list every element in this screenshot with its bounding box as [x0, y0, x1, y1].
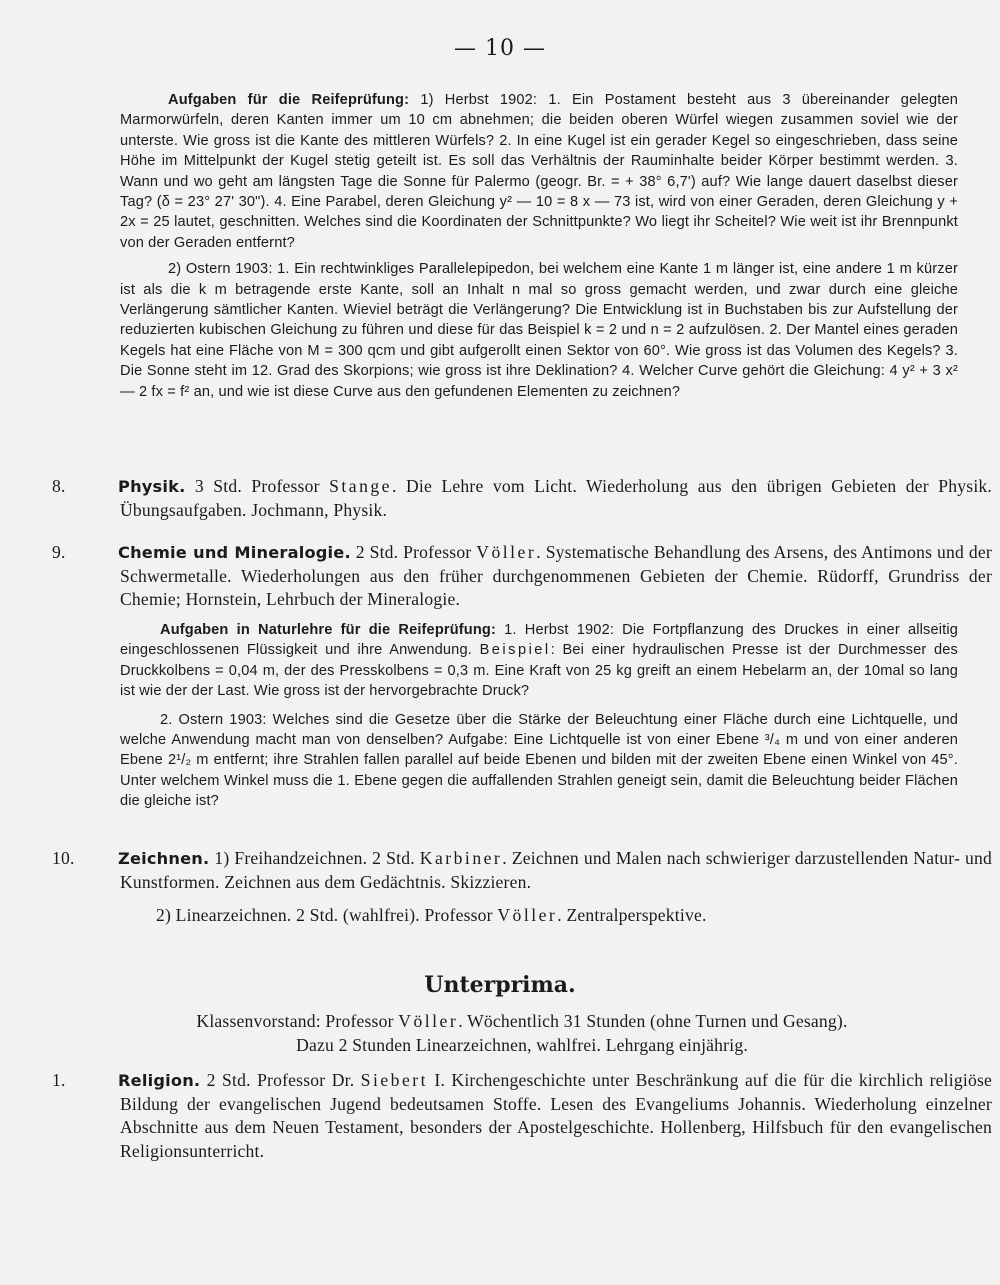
subject-religion: 1. Religion. 2 Std. Professor Dr. Siebert I. Kirchengeschichte unter Beschränkung auf die für die kirchlich religiöse Bildung der evangelischen Jugend bedeutsamen Stoffe. Lesen des Evangeliums Johannis. Wiederholung einzelner Abschnitte aus dem Neuen Testament, besonders der Apostelgeschichte. Hollenberg, Hilfsbuch für den evangelischen Religionsunterricht. [52, 1070, 992, 1161]
item-number: 9. [52, 542, 66, 562]
math-exam-tasks [120, 90, 958, 402]
teacher-name: Völler [476, 542, 537, 562]
subject-name: Religion. [118, 1071, 201, 1090]
zeichnen-linear: 2) Linearzeichnen. 2 Std. (wahlfrei). Professor Völler. Zentralperspektive. [156, 905, 707, 925]
subject-name: Physik. [118, 477, 186, 496]
class-info-line-2: Dazu 2 Stunden Linearzeichnen, wahlfrei. Lehrgang einjährig. [296, 1035, 748, 1055]
science-exam-heading: Aufgaben in Naturlehre für die Reifeprüfung: [160, 622, 496, 638]
page-number: — 10 — [454, 36, 546, 61]
science-exam-tasks [120, 620, 958, 812]
science-exam-paragraph-1: Aufgaben in Naturlehre für die Reifeprüfung: 1. Herbst 1902: Die Fortpflanzung des Druckes in einer allseitig eingeschlossenen Flüssigkeit und ihre Anwendung. Beispiel: Bei einer hydraulischen Presse ist der Durchmesser des Druckkolbens = 0,04 m, der des Presskolbens = 0,3 m. Eine Kraft von 25 kg greift an einem Hebelarm an, der 10mal so lang ist wie der der Last. Wie gross ist der hervorgebrachte Druck? [120, 622, 958, 700]
teacher-name: Völler [398, 1011, 459, 1031]
item-number: 8. [52, 476, 66, 496]
teacher-name: Karbiner [419, 848, 503, 868]
teacher-name: Völler [497, 905, 558, 925]
subject-physik: 8. Physik. 3 Std. Professor Stange. Die Lehre vom Licht. Wiederholung aus den übrigen Gebieten der Physik. Übungsaufgaben. Jochmann, Physik. [52, 476, 992, 520]
subject-zeichnen: 10. Zeichnen. 1) Freihandzeichnen. 2 Std. Karbiner. Zeichnen und Malen nach schwieriger darzustellenden Natur- und Kunstformen. Zeichnen aus dem Gedächtnis. Skizzieren. [52, 848, 992, 892]
subject-name: Zeichnen. [118, 849, 210, 868]
math-exam-heading: Aufgaben für die Reifeprüfung: [168, 92, 410, 108]
section-title: Unterprima. [424, 972, 576, 998]
math-exam-paragraph-2: 2) Ostern 1903: 1. Ein rechtwinkliges Parallelepipedon, bei welchem eine Kante 1 m länger ist, eine andere 1 m kürzer ist als die k m betragende erste Kante, soll an Inhalt n mal so gross gemacht werden, und zwar durch eine gleiche Verlängerung sämtlicher Kanten. Wieviel beträgt die Verlängerung? Die Entwicklung ist in Buchstaben bis zur Aufstellung der reduzierten kubischen Gleichung zu führen und diese für das Beispiel k = 2 und n = 2 aufzulösen. 2. Der Mantel eines geraden Kegels hat eine Fläche von M = 300 qcm und gibt aufgerollt einen Sektor von 60°. Wie gross ist das Volumen des Kegels? 3. Die Sonne steht im 12. Grad des Skorpions; wie gross ist ihre Deklination? 4. Welcher Curve gehört die Gleichung: 4 y² + 3 x² — 2 fx = f² an, und wie ist diese Curve aus den gefundenen Elementen zu zeichnen? [120, 261, 958, 400]
subject-chemie: 9. Chemie und Mineralogie. 2 Std. Professor Völler. Systematische Behandlung des Arsens, des Antimons und der Schwermetalle. Wiederholungen aus den früher durchgenommenen Gebieten der Chemie. Rüdorff, Grundriss der Chemie; Hornstein, Lehrbuch der Mineralogie. [52, 542, 992, 610]
math-exam-paragraph-1 [120, 90, 958, 253]
subject-name: Chemie und Mineralogie. [118, 543, 351, 562]
teacher-name: Siebert [360, 1070, 429, 1090]
class-info-line-1: Klassenvorstand: Professor Völler. Wöchentlich 31 Stunden (ohne Turnen und Gesang). [196, 1011, 848, 1031]
math-exam-text-1: 1) Herbst 1902: 1. Ein Postament besteht aus 3 übereinander gelegten Marmorwürfeln, deren Kanten immer um 10 cm abnehmen; die beiden oberen Würfel wiegen zusammen soviel wie der unterste. Wie gross ist die Kante des mittleren Würfels? 2. In eine Kugel ist ein gerader Kegel so eingeschrieben, dass seine Höhe im Mittelpunkt der Kugel stetig geteilt ist. Es soll das Verhältnis der Rauminhalte beider Körper bestimmt werden. 3. Wann und wo geht am längsten Tage die Sonne für Palermo (geogr. Br. = + 38° 6,7') auf? Wie lange dauert daselbst dieser Tag? (δ = 23° 27' 30"). 4. Eine Parabel, deren Gleichung y² — 10 = 8 x — 73 ist, wird von einer Geraden, deren Gleichung y + 2x = 25 lautet, geschnitten. Welches sind die Koordinaten der Schnittpunkte? Wo liegt ihr Scheitel? Wie weit ist ihr Brennpunkt von der Geraden entfernt? [120, 92, 958, 251]
science-exam-paragraph-2: 2. Ostern 1903: Welches sind die Gesetze über die Stärke der Beleuchtung einer Fläche durch eine Lichtquelle, und welche Anwendung macht man von denselben? Aufgabe: Eine Lichtquelle ist von einer Ebene ³/₄ m und von einer anderen Ebene 2¹/₂ m entfernt; ihre Strahlen fallen parallel auf beide Ebenen und bilden mit der zweiten Ebene einen Winkel von 45°. Unter welchem Winkel muss die 1. Ebene gegen die auffallenden Strahlen geneigt sein, damit die Beleuchtung beider Flächen die gleiche ist? [120, 711, 958, 810]
teacher-name: Stange [329, 476, 392, 496]
item-number: 10. [52, 848, 75, 868]
item-number: 1. [52, 1070, 66, 1090]
